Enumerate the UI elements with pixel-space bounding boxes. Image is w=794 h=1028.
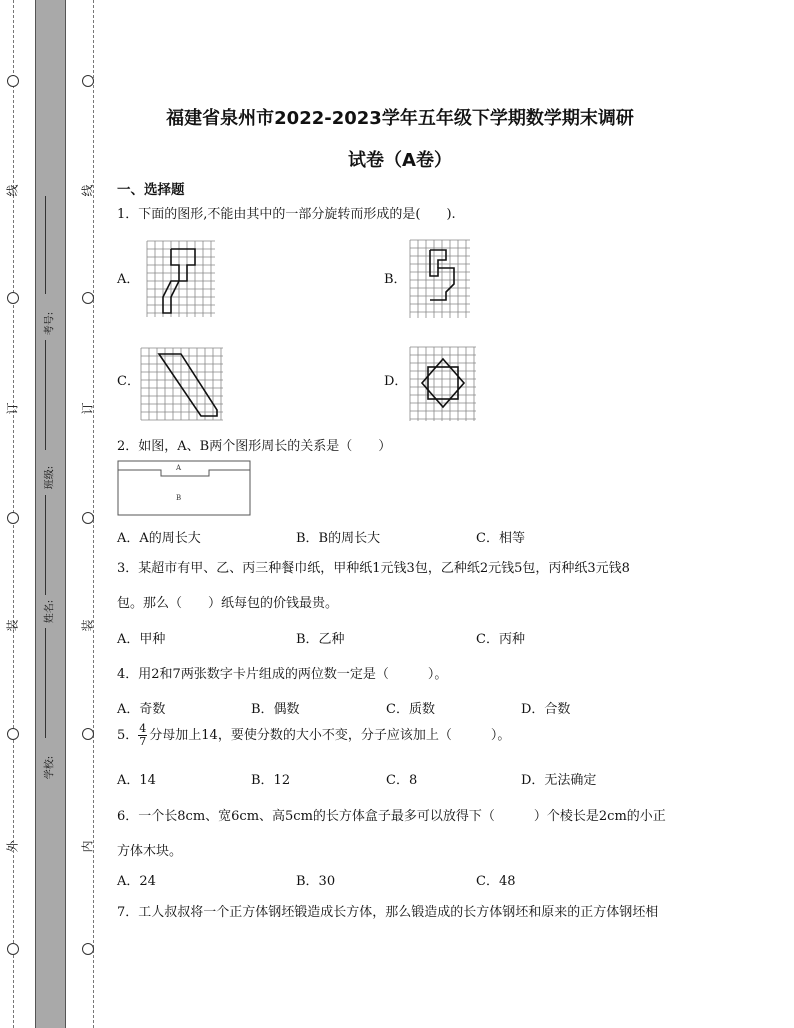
name-label: 姓名: (44, 599, 56, 624)
q1-figure-b (408, 238, 472, 320)
binding-char: 订 (80, 402, 95, 415)
binding-hole (7, 512, 19, 524)
q1-option-b-label: B． (384, 272, 407, 287)
page-title: 福建省泉州市2022-2023学年五年级下学期数学期末调研 (166, 108, 634, 129)
q2-figure (117, 458, 252, 518)
q1-option-d-label: D． (384, 374, 408, 389)
q6-option-a[interactable]: A．24 (117, 874, 156, 889)
binding-char: 装 (5, 619, 20, 632)
q3-option-a[interactable]: A．甲种 (117, 632, 166, 647)
field-underline (45, 340, 46, 450)
q4-option-d[interactable]: D．合数 (521, 702, 571, 717)
q2-option-a[interactable]: A．A的周长大 (117, 531, 201, 546)
binding-hole (82, 292, 94, 304)
binding-char: 内 (80, 840, 95, 853)
q1-figure-c (139, 346, 225, 422)
class-label: 班级: (44, 465, 56, 490)
question-7-text: 7．工人叔叔将一个正方体钢坯锻造成长方体，那么锻造成的长方体钢坯和原来的正方体钢坯相 (117, 905, 659, 920)
q4-option-b[interactable]: B．偶数 (251, 702, 300, 717)
q5-option-a[interactable]: A．14 (117, 773, 156, 788)
question-3-line2: 包。那么（ ）纸每包的价钱最贵。 (117, 596, 339, 611)
binding-hole (7, 75, 19, 87)
q5-prefix: 5． (117, 728, 139, 743)
q2-figure-label-a: A (176, 464, 182, 472)
binding-char: 订 (5, 402, 20, 415)
question-1-text: 1．下面的图形,不能由其中的一部分旋转而形成的是( ). (117, 207, 456, 222)
binding-hole (82, 512, 94, 524)
binding-hole (7, 292, 19, 304)
page-subtitle: 试卷（A卷） (348, 150, 452, 171)
binding-hole (7, 728, 19, 740)
binding-hole (82, 943, 94, 955)
q2-option-c[interactable]: C．相等 (476, 531, 525, 546)
section-heading: 一、选择题 (117, 182, 185, 198)
q1-figure-d (408, 345, 478, 423)
field-underline (45, 196, 46, 294)
q1-figure-a (145, 239, 217, 319)
question-2-text: 2．如图，A、B两个图形周长的关系是（ ） (117, 439, 392, 454)
field-underline (45, 495, 46, 595)
q2-figure-label-b: B (176, 494, 182, 502)
question-6-line2: 方体木块。 (117, 844, 183, 859)
binding-char: 线 (5, 184, 20, 197)
q3-option-b[interactable]: B．乙种 (296, 632, 345, 647)
question-5-text (117, 723, 510, 748)
q3-option-c[interactable]: C．丙种 (476, 632, 525, 647)
binding-char: 装 (80, 619, 95, 632)
question-3-line1: 3．某超市有甲、乙、丙三种餐巾纸，甲种纸1元钱3包，乙种纸2元钱5包，丙种纸3元钱8 (117, 561, 630, 576)
q1-option-c-label: C． (117, 374, 140, 389)
q5-fraction-numerator: 4 (139, 722, 147, 735)
q5-body: 分母加上14，要使分数的大小不变，分子应该加上（ ）。 (149, 728, 511, 743)
q4-option-a[interactable]: A．奇数 (117, 702, 166, 717)
q2-option-b[interactable]: B．B的周长大 (296, 531, 381, 546)
q5-fraction-denominator: 7 (139, 735, 147, 748)
binding-hole (82, 728, 94, 740)
school-label: 学校: (44, 755, 56, 780)
q1-option-a-label: A． (117, 272, 140, 287)
question-6-line1: 6．一个长8cm、宽6cm、高5cm的长方体盒子最多可以放得下（ ）个棱长是2cm的小正 (117, 809, 666, 824)
q5-option-c[interactable]: C．8 (386, 773, 418, 788)
binding-hole (7, 943, 19, 955)
binding-char: 线 (80, 184, 95, 197)
q6-option-b[interactable]: B．30 (296, 874, 336, 889)
field-underline (45, 628, 46, 738)
q6-option-c[interactable]: C．48 (476, 874, 516, 889)
binding-gray-band (35, 0, 66, 1028)
question-4-text: 4．用2和7两张数字卡片组成的两位数一定是（ ）。 (117, 667, 448, 682)
binding-char: 外 (5, 840, 20, 853)
q5-option-b[interactable]: B．12 (251, 773, 291, 788)
binding-hole (82, 75, 94, 87)
q4-option-c[interactable]: C．质数 (386, 702, 435, 717)
q5-fraction (138, 723, 147, 748)
q5-option-d[interactable]: D．无法确定 (521, 773, 597, 788)
exam-number-label: 考号: (44, 311, 56, 336)
